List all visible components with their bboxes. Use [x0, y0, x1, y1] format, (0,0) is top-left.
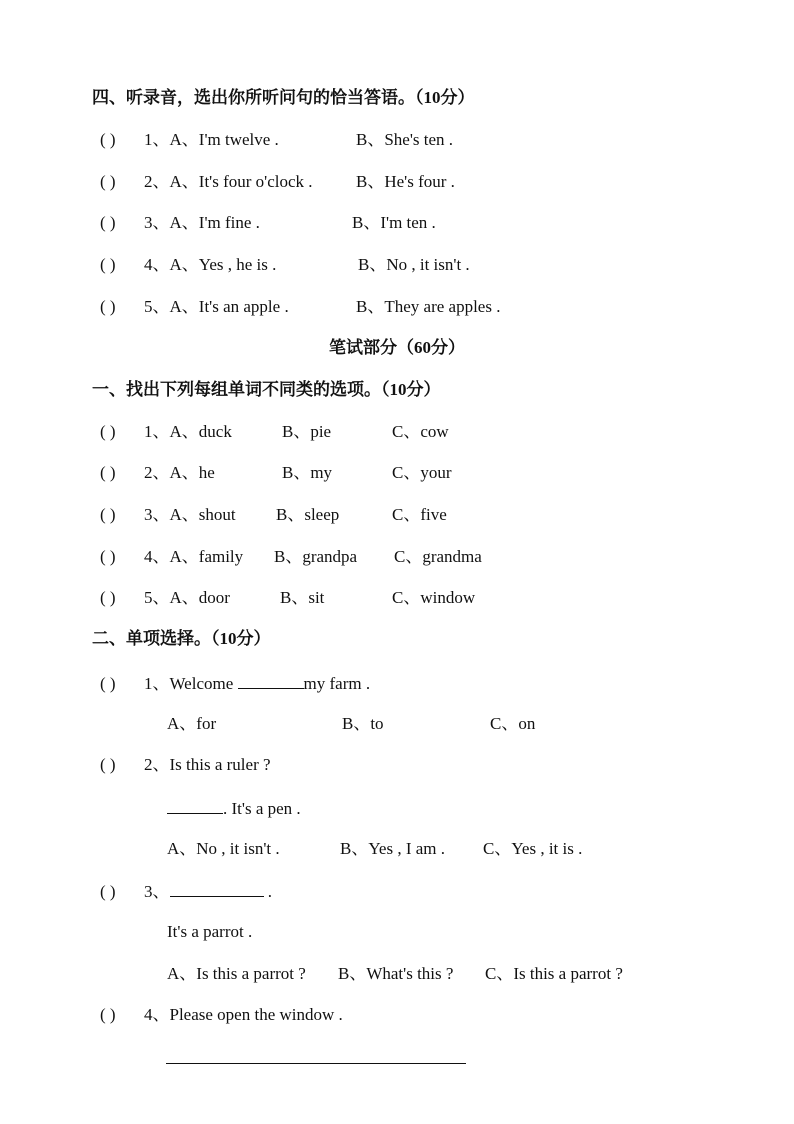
option-a: A、It's four o'clock . — [169, 172, 313, 191]
question-number: 5、 — [144, 588, 170, 607]
part1-heading: 一、找出下列每组单词不同类的选项。（10分） — [92, 380, 441, 399]
option-a: A、It's an apple . — [169, 297, 289, 316]
question-number: 2、 — [144, 755, 170, 774]
answer-paren[interactable]: ( ) — [100, 505, 116, 524]
answer-paren[interactable]: ( ) — [100, 255, 116, 274]
question-number: 2、 — [144, 463, 170, 482]
list-item — [100, 296, 660, 318]
option-c: C、grandma — [394, 547, 482, 566]
question-number: 3、 — [144, 505, 170, 524]
question-number: 4、 — [144, 1005, 170, 1024]
reply-line: It's a parrot . — [167, 922, 253, 941]
option-c: C、Is this a parrot ? — [485, 964, 623, 983]
answer-paren[interactable]: ( ) — [100, 1005, 116, 1024]
question-text: Is this a ruler ? — [169, 755, 271, 774]
option-a: A、Yes , he is . — [169, 255, 277, 274]
option-c: C、your — [392, 463, 452, 482]
list-item — [100, 212, 660, 234]
answer-paren[interactable]: ( ) — [100, 463, 116, 482]
written-section-title: 笔试部分（60分） — [329, 338, 465, 357]
option-b: B、He's four . — [356, 172, 455, 191]
option-b: B、No , it isn't . — [358, 255, 470, 274]
question-number: 3、 — [144, 882, 170, 901]
question-text: Please open the window . — [169, 1005, 343, 1024]
list-item — [100, 129, 660, 151]
answer-paren[interactable]: ( ) — [100, 297, 116, 316]
question-text-end: my farm . — [303, 674, 371, 693]
question-number: 1、 — [144, 674, 170, 693]
option-c: C、five — [392, 505, 447, 524]
question-4 — [100, 1004, 343, 1026]
option-b: B、sit — [280, 588, 325, 607]
list-item — [100, 254, 660, 276]
list-item — [100, 546, 580, 568]
answer-paren[interactable]: ( ) — [100, 172, 116, 191]
option-b: B、She's ten . — [356, 130, 454, 149]
options-row — [167, 838, 627, 860]
option-a: A、family — [169, 547, 244, 566]
list-item — [100, 171, 660, 193]
option-b: B、I'm ten . — [352, 213, 436, 232]
answer-paren[interactable]: ( ) — [100, 755, 116, 774]
option-a: A、shout — [169, 505, 236, 524]
question-number: 3、 — [144, 213, 170, 232]
answer-paren[interactable]: ( ) — [100, 547, 116, 566]
reply-text: . It's a pen . — [223, 799, 301, 818]
fill-blank[interactable] — [170, 879, 264, 897]
option-c: C、Yes , it is . — [483, 839, 583, 858]
option-a: A、for — [167, 714, 217, 733]
question-text-end: . — [263, 882, 272, 901]
fill-blank[interactable] — [238, 671, 304, 689]
list-item — [100, 587, 580, 609]
option-b: B、grandpa — [274, 547, 358, 566]
option-a: A、Is this a parrot ? — [167, 964, 306, 983]
option-a: A、he — [169, 463, 215, 482]
answer-paren[interactable]: ( ) — [100, 588, 116, 607]
answer-paren[interactable]: ( ) — [100, 130, 116, 149]
reply-line — [167, 796, 301, 820]
option-a: A、No , it isn't . — [167, 839, 280, 858]
option-a: A、door — [169, 588, 230, 607]
option-a: A、I'm fine . — [169, 213, 260, 232]
option-b: B、to — [342, 714, 384, 733]
question-1 — [100, 671, 370, 695]
question-number: 1、 — [144, 130, 170, 149]
option-c: C、window — [392, 588, 476, 607]
list-item — [100, 462, 580, 484]
question-number: 2、 — [144, 172, 170, 191]
question-number: 4、 — [144, 547, 170, 566]
part2-heading: 二、单项选择。（10分） — [92, 629, 271, 648]
question-text: Welcome — [169, 674, 238, 693]
answer-line[interactable] — [166, 1063, 466, 1064]
option-b: B、What's this ? — [338, 964, 454, 983]
option-b: B、sleep — [276, 505, 340, 524]
answer-paren[interactable]: ( ) — [100, 422, 116, 441]
fill-blank[interactable] — [167, 796, 223, 814]
question-number: 1、 — [144, 422, 170, 441]
answer-paren[interactable]: ( ) — [100, 213, 116, 232]
options-row — [167, 963, 647, 985]
option-a: A、I'm twelve . — [169, 130, 279, 149]
part4-heading: 四、听录音，选出你所听问句的恰当答语。（10分） — [92, 88, 475, 107]
list-item — [100, 421, 580, 443]
list-item — [100, 504, 580, 526]
options-row — [167, 713, 587, 735]
question-2 — [100, 754, 271, 776]
option-c: C、cow — [392, 422, 449, 441]
option-b: B、Yes , I am . — [340, 839, 446, 858]
option-b: B、my — [282, 463, 333, 482]
option-b: B、pie — [282, 422, 332, 441]
question-number: 5、 — [144, 297, 170, 316]
question-number: 4、 — [144, 255, 170, 274]
answer-paren[interactable]: ( ) — [100, 674, 116, 693]
option-b: B、They are apples . — [356, 297, 501, 316]
option-a: A、duck — [169, 422, 232, 441]
answer-paren[interactable]: ( ) — [100, 882, 116, 901]
option-c: C、on — [490, 714, 536, 733]
question-3 — [100, 879, 272, 903]
